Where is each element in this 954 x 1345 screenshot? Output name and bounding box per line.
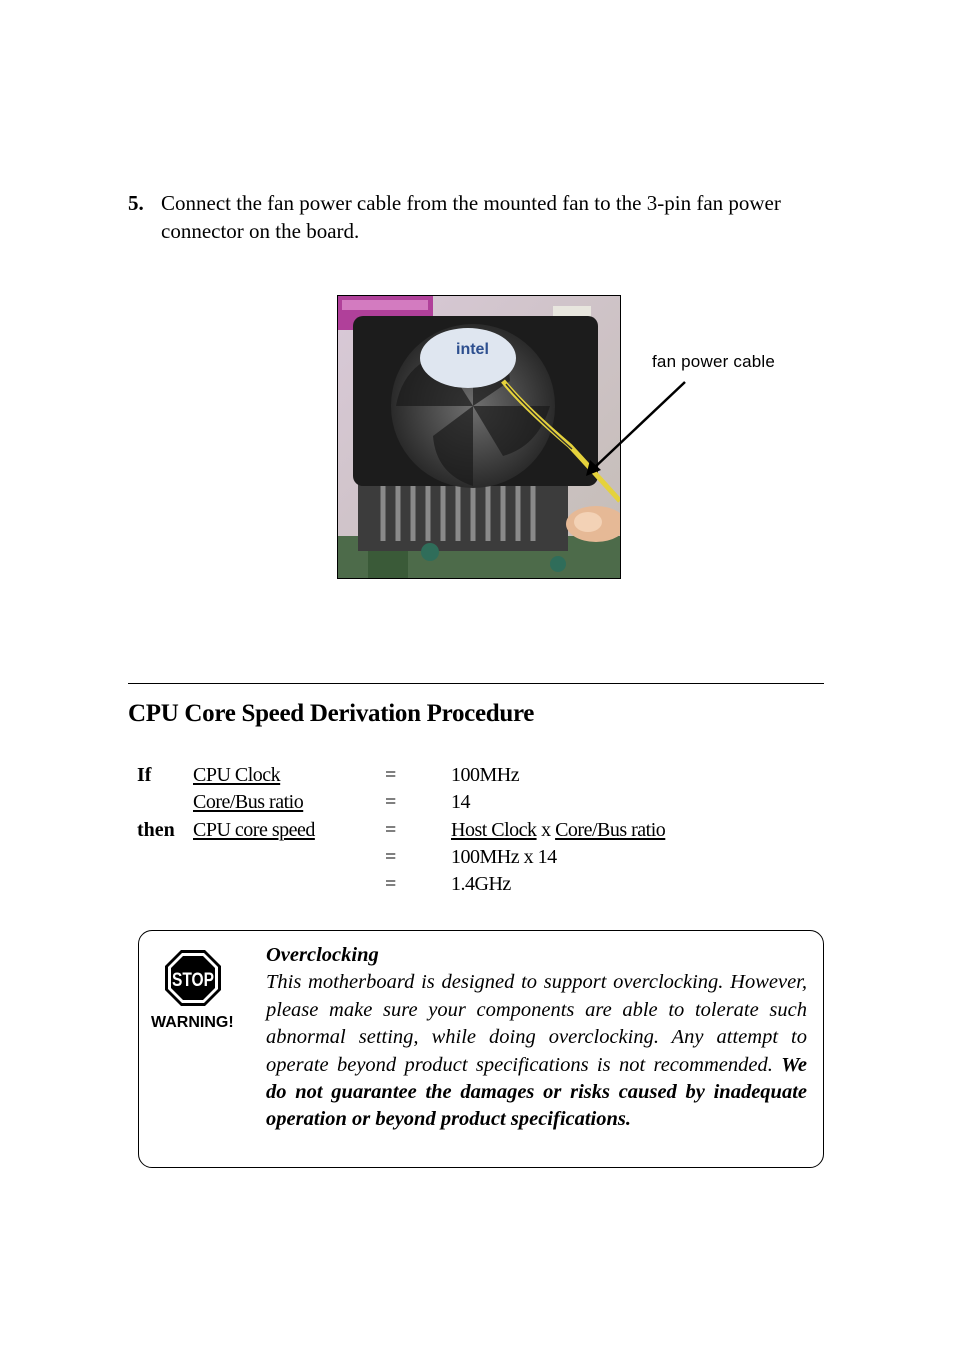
callout-fan-power-cable: fan power cable — [652, 352, 776, 371]
if-keyword: If — [137, 764, 152, 786]
expr-host-clock: Host Clock — [451, 819, 537, 841]
stop-sign-icon — [164, 949, 222, 1007]
equals-sign: = — [385, 873, 396, 895]
formula-expression — [451, 819, 665, 842]
step-text: Connect the fan power cable from the mounted fan to the 3-pin fan power connector on the board. — [161, 191, 781, 243]
value-core-bus-ratio: 14 — [451, 791, 470, 813]
warning-emphasis: We do not guarantee the damages or risks caused by inadequate operation or beyond product specifications. — [266, 1053, 807, 1131]
value-substituted: 100MHz x 14 — [451, 846, 557, 868]
warning-title: Overclocking — [266, 944, 379, 966]
value-result: 1.4GHz — [451, 873, 511, 895]
expr-times: x — [536, 819, 556, 841]
equals-sign: = — [385, 846, 396, 868]
term-cpu-clock: CPU Clock — [193, 764, 281, 786]
equals-sign: = — [385, 819, 396, 841]
warning-body: This motherboard is designed to support overclocking. However, please make sure your components are able to tolerate such abnormal setting, while doing overclocking. Any attempt to operate beyond product specifications is not recommended. — [266, 971, 807, 1076]
warning-label: WARNING! — [151, 1014, 234, 1031]
term-core-bus-ratio: Core/Bus ratio — [193, 791, 304, 813]
value-cpu-clock: 100MHz — [451, 764, 520, 786]
term-cpu-core-speed: CPU core speed — [193, 819, 315, 841]
expr-core-bus-ratio: Core/Bus ratio — [555, 819, 666, 841]
equals-sign: = — [385, 791, 396, 813]
then-keyword: then — [137, 819, 175, 841]
section-title: CPU Core Speed Derivation Procedure — [128, 700, 535, 727]
intel-logo-text: intel — [456, 341, 489, 358]
section-divider — [128, 683, 824, 684]
stop-sign-text: STOP — [172, 970, 215, 991]
warning-text — [266, 942, 807, 1134]
step-number: 5. — [128, 191, 144, 215]
equals-sign: = — [385, 764, 396, 786]
